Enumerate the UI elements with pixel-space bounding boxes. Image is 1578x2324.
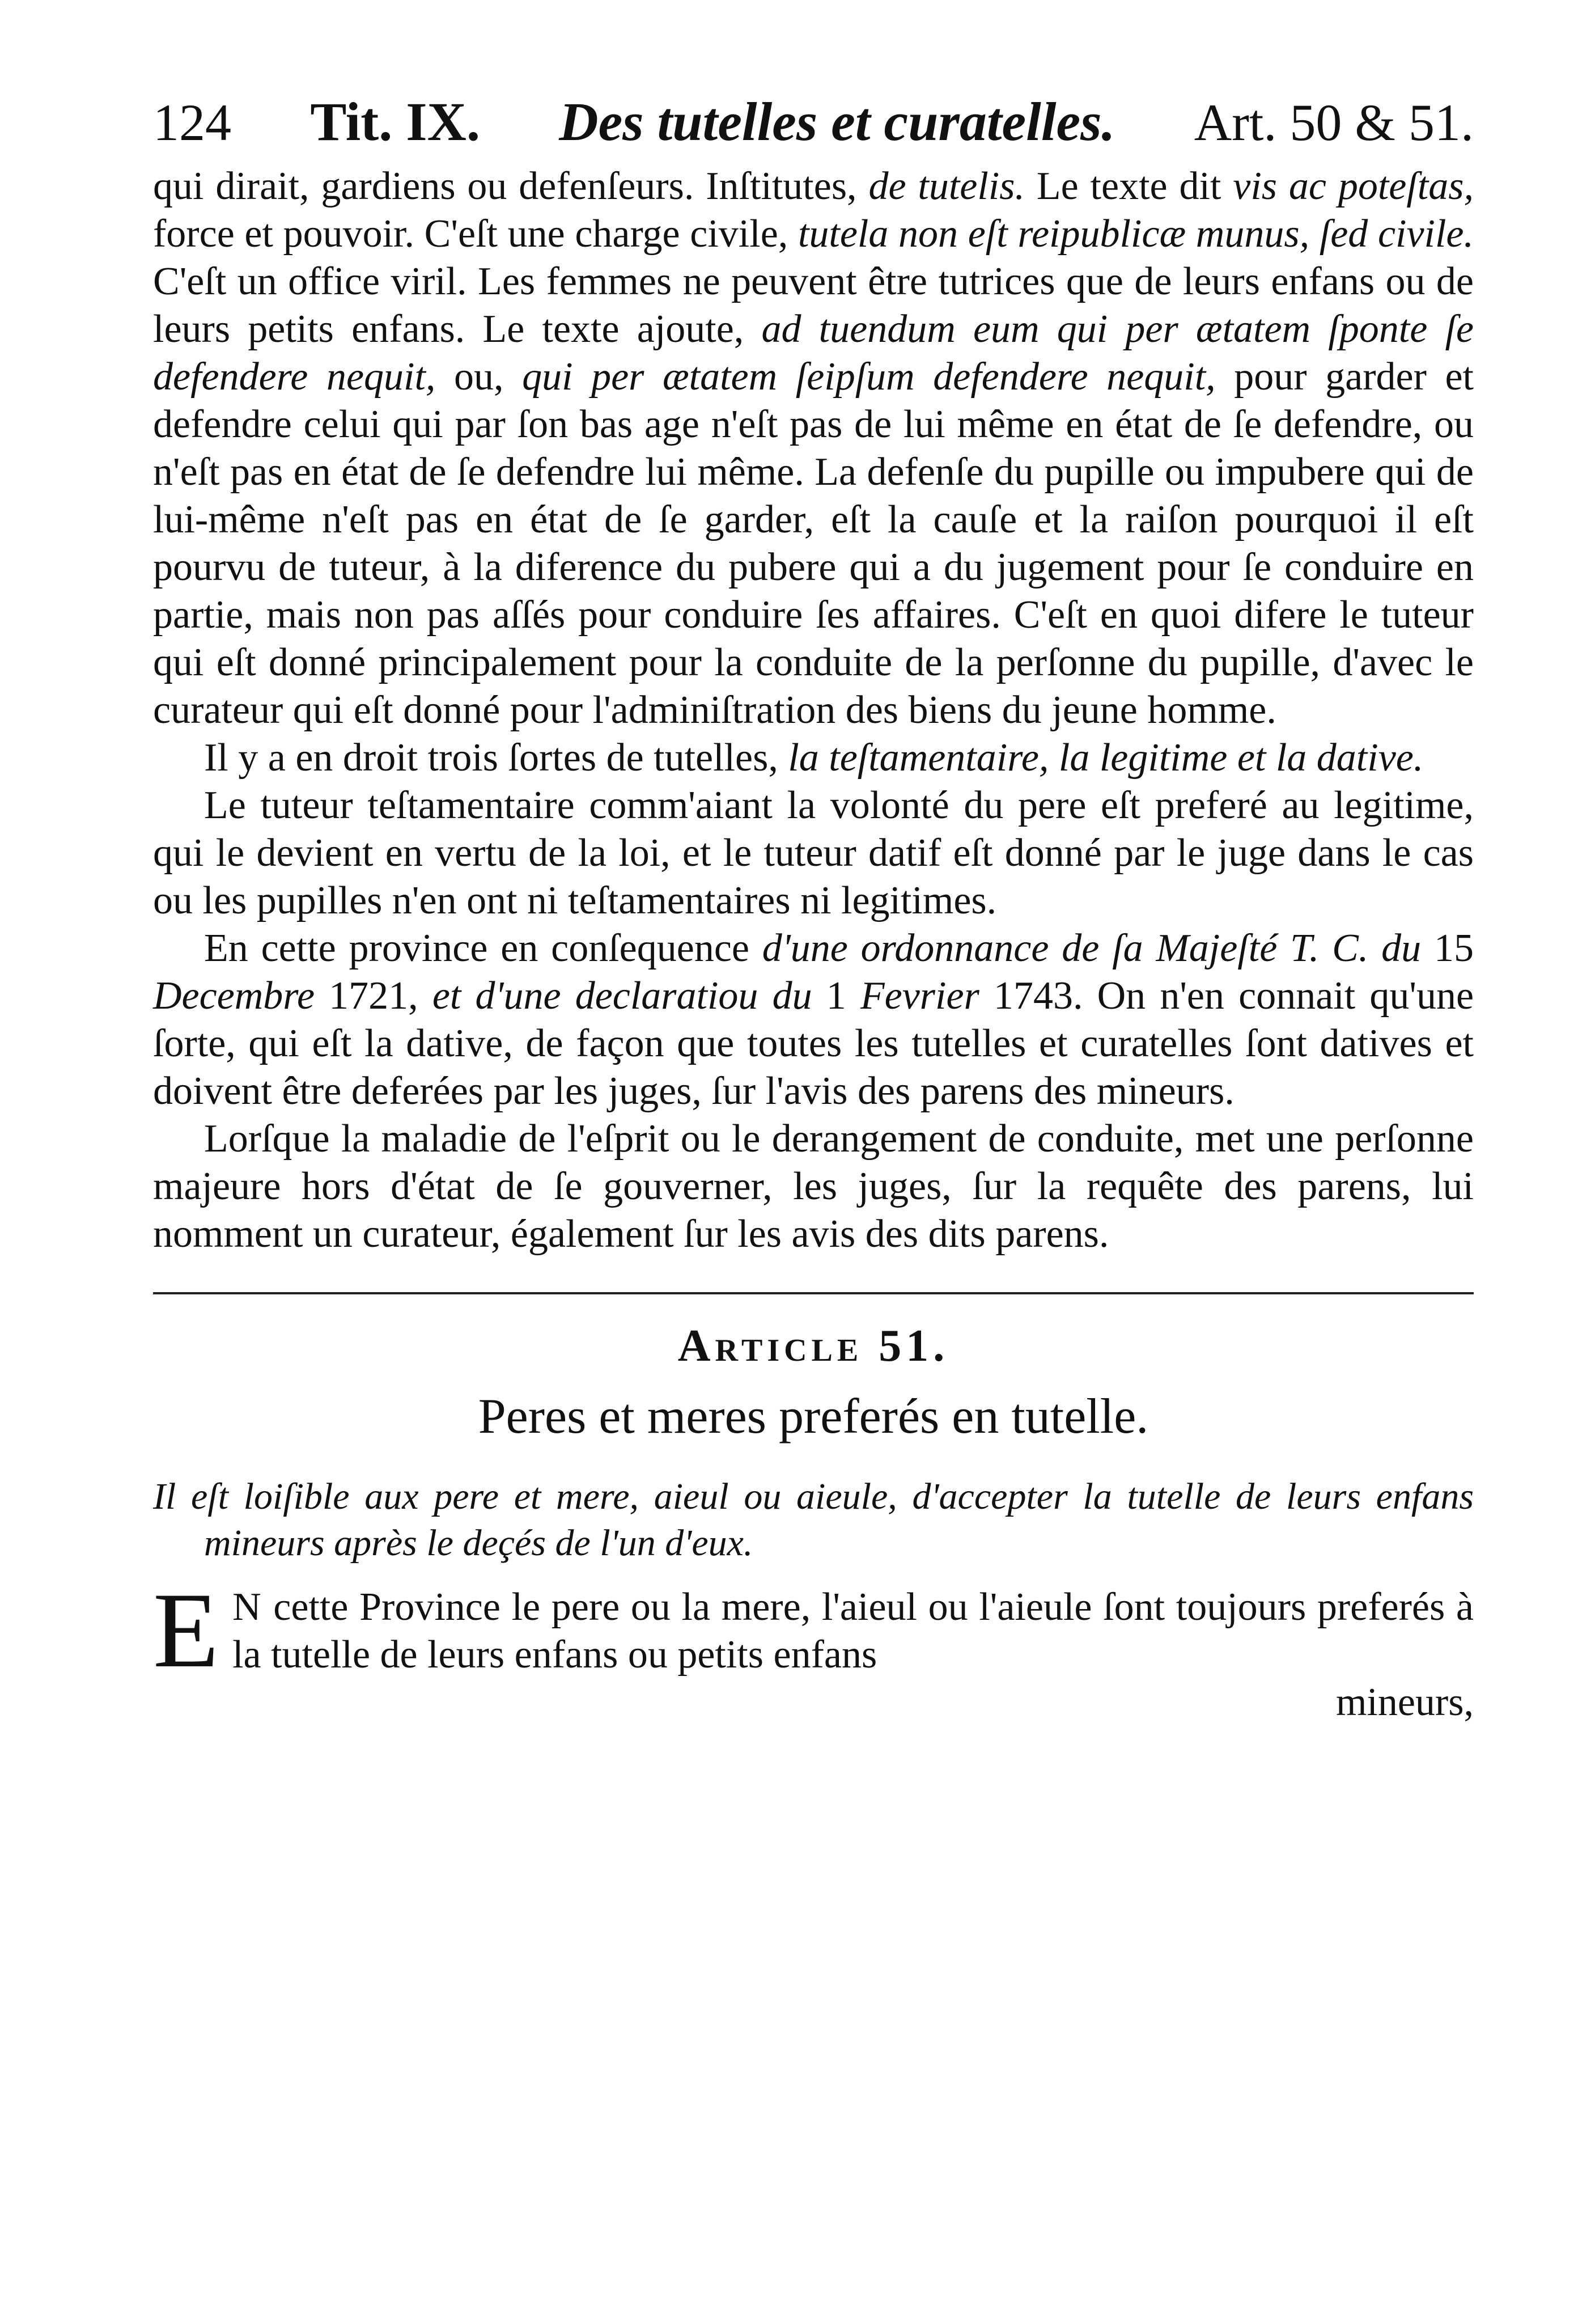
paragraph — [153, 925, 1474, 1115]
catchword: mineurs, — [1335, 1680, 1474, 1724]
article-summary: Il eſt loiſible aux pere et mere, aieul ou aieule, d'accepter la tutelle de leurs enfans mineurs après le deçés de l'un d'eux. — [153, 1476, 1474, 1564]
section-divider — [153, 1292, 1474, 1294]
italic-text: ad tuendum eum qui per ætatem ſponte ſe defendere nequit, — [153, 307, 1474, 399]
text-run: Le texte dit — [1024, 164, 1233, 208]
text-run: Le tuteur teſtamentaire comm'aiant la volonté du pere eſt preferé au legitime, qui le devient en vertu de la loi, et le tuteur datif eſt donné par le juge dans le cas ou les pupilles n'en ont ni teſtamentaires ni legitimes. — [153, 784, 1474, 922]
text-run: Il y a en droit trois ſortes de tutelles, — [204, 736, 788, 780]
italic-text: vis ac poteſtas, — [1233, 164, 1474, 208]
italic-text: d'une ordonnance de ſa Majeſté T. C. du — [762, 926, 1422, 970]
lead-text: cette Province le pere ou la mere, l'aieul ou l'aieule ſont toujours preferés à la tutelle de leurs enfans ou petits enfans — [232, 1585, 1474, 1677]
article-reference: Art. 50 & 51. — [1194, 94, 1474, 151]
article-heading — [153, 1315, 1474, 1377]
running-header — [153, 85, 1474, 159]
title-number: Tit. IX. — [310, 91, 480, 152]
text-run: qui dirait, gardiens ou defenſeurs. Inſtitutes, — [153, 164, 869, 208]
italic-text: tutela non eſt reipublicæ munus, ſed civile. — [798, 212, 1474, 256]
commentary-text — [153, 163, 1474, 1258]
drop-cap: E — [153, 1571, 219, 1690]
italic-text: et d'une declaratiou du — [432, 974, 812, 1018]
text-run: 1 — [812, 974, 860, 1018]
italic-text: Decembre — [153, 974, 315, 1018]
paragraph — [153, 734, 1474, 782]
italic-text: de tutelis. — [868, 164, 1025, 208]
text-run: pour garder et defendre celui qui par ſon bas age n'eſt pas de lui même en état de ſe defendre, ou n'eſt pas en état de ſe defendre lui même. La defenſe du pupille ou impubere qui de lui-même n'eſt pas en état de ſe garder, eſt la cauſe et la raiſon pourquoi il eſt pourvu de tuteur, à la diference du pubere qui a du jugement pour ſe conduire en partie, mais non pas aſſés pour conduire ſes affaires. C'eſt en quoi difere le tuteur qui eſt donné principalement pour la conduite de la perſonne du pupille, d'avec le curateur qui eſt donné pour l'adminiſtration des biens du jeune homme. — [153, 355, 1474, 732]
text-run: C'eſt un office viril. Les femmes ne peuvent être tutrices que de leurs enfans ou de leurs petits enfans. Le texte ajoute, — [153, 260, 1474, 351]
page-number: 124 — [153, 94, 231, 151]
title-name: Des tutelles et curatelles. — [559, 91, 1115, 152]
text-run: 1743. On n'en connait qu'une ſorte, qui eſt la dative, de façon que toutes les tutelles et curatelles ſont datives et doivent être deferées par les juges, ſur l'avis des parens des mineurs. — [153, 974, 1474, 1113]
text-run: 15 — [1421, 926, 1474, 970]
book-page — [153, 85, 1474, 1726]
paragraph — [153, 1115, 1474, 1258]
italic-text: qui per ætatem ſeipſum defendere nequit, — [522, 355, 1216, 399]
text-run: Lorſque la maladie de l'eſprit ou le derangement de conduite, met une perſonne majeure hors d'état de ſe gouverner, les juges, ſur la requête des parens, lui nomment un curateur, également ſur les avis des dits parens. — [153, 1117, 1474, 1256]
article-heading-text: Article 51. — [677, 1321, 949, 1371]
article-subtitle: Peres et meres preferés en tutelle. — [478, 1389, 1149, 1444]
text-run: ou, — [435, 355, 523, 399]
italic-text: Fevrier — [860, 974, 979, 1018]
lead-first-letter: N — [232, 1585, 262, 1629]
italic-text: la teſtamentaire, la legitime et la dative. — [788, 736, 1424, 780]
text-run: 1721, — [315, 974, 432, 1018]
text-run: force et pouvoir. C'eſt une charge civile, — [153, 212, 798, 256]
paragraph — [153, 782, 1474, 925]
article-lead-paragraph — [153, 1571, 1474, 1690]
paragraph — [153, 163, 1474, 734]
text-run: En cette province en conſequence — [204, 926, 762, 970]
